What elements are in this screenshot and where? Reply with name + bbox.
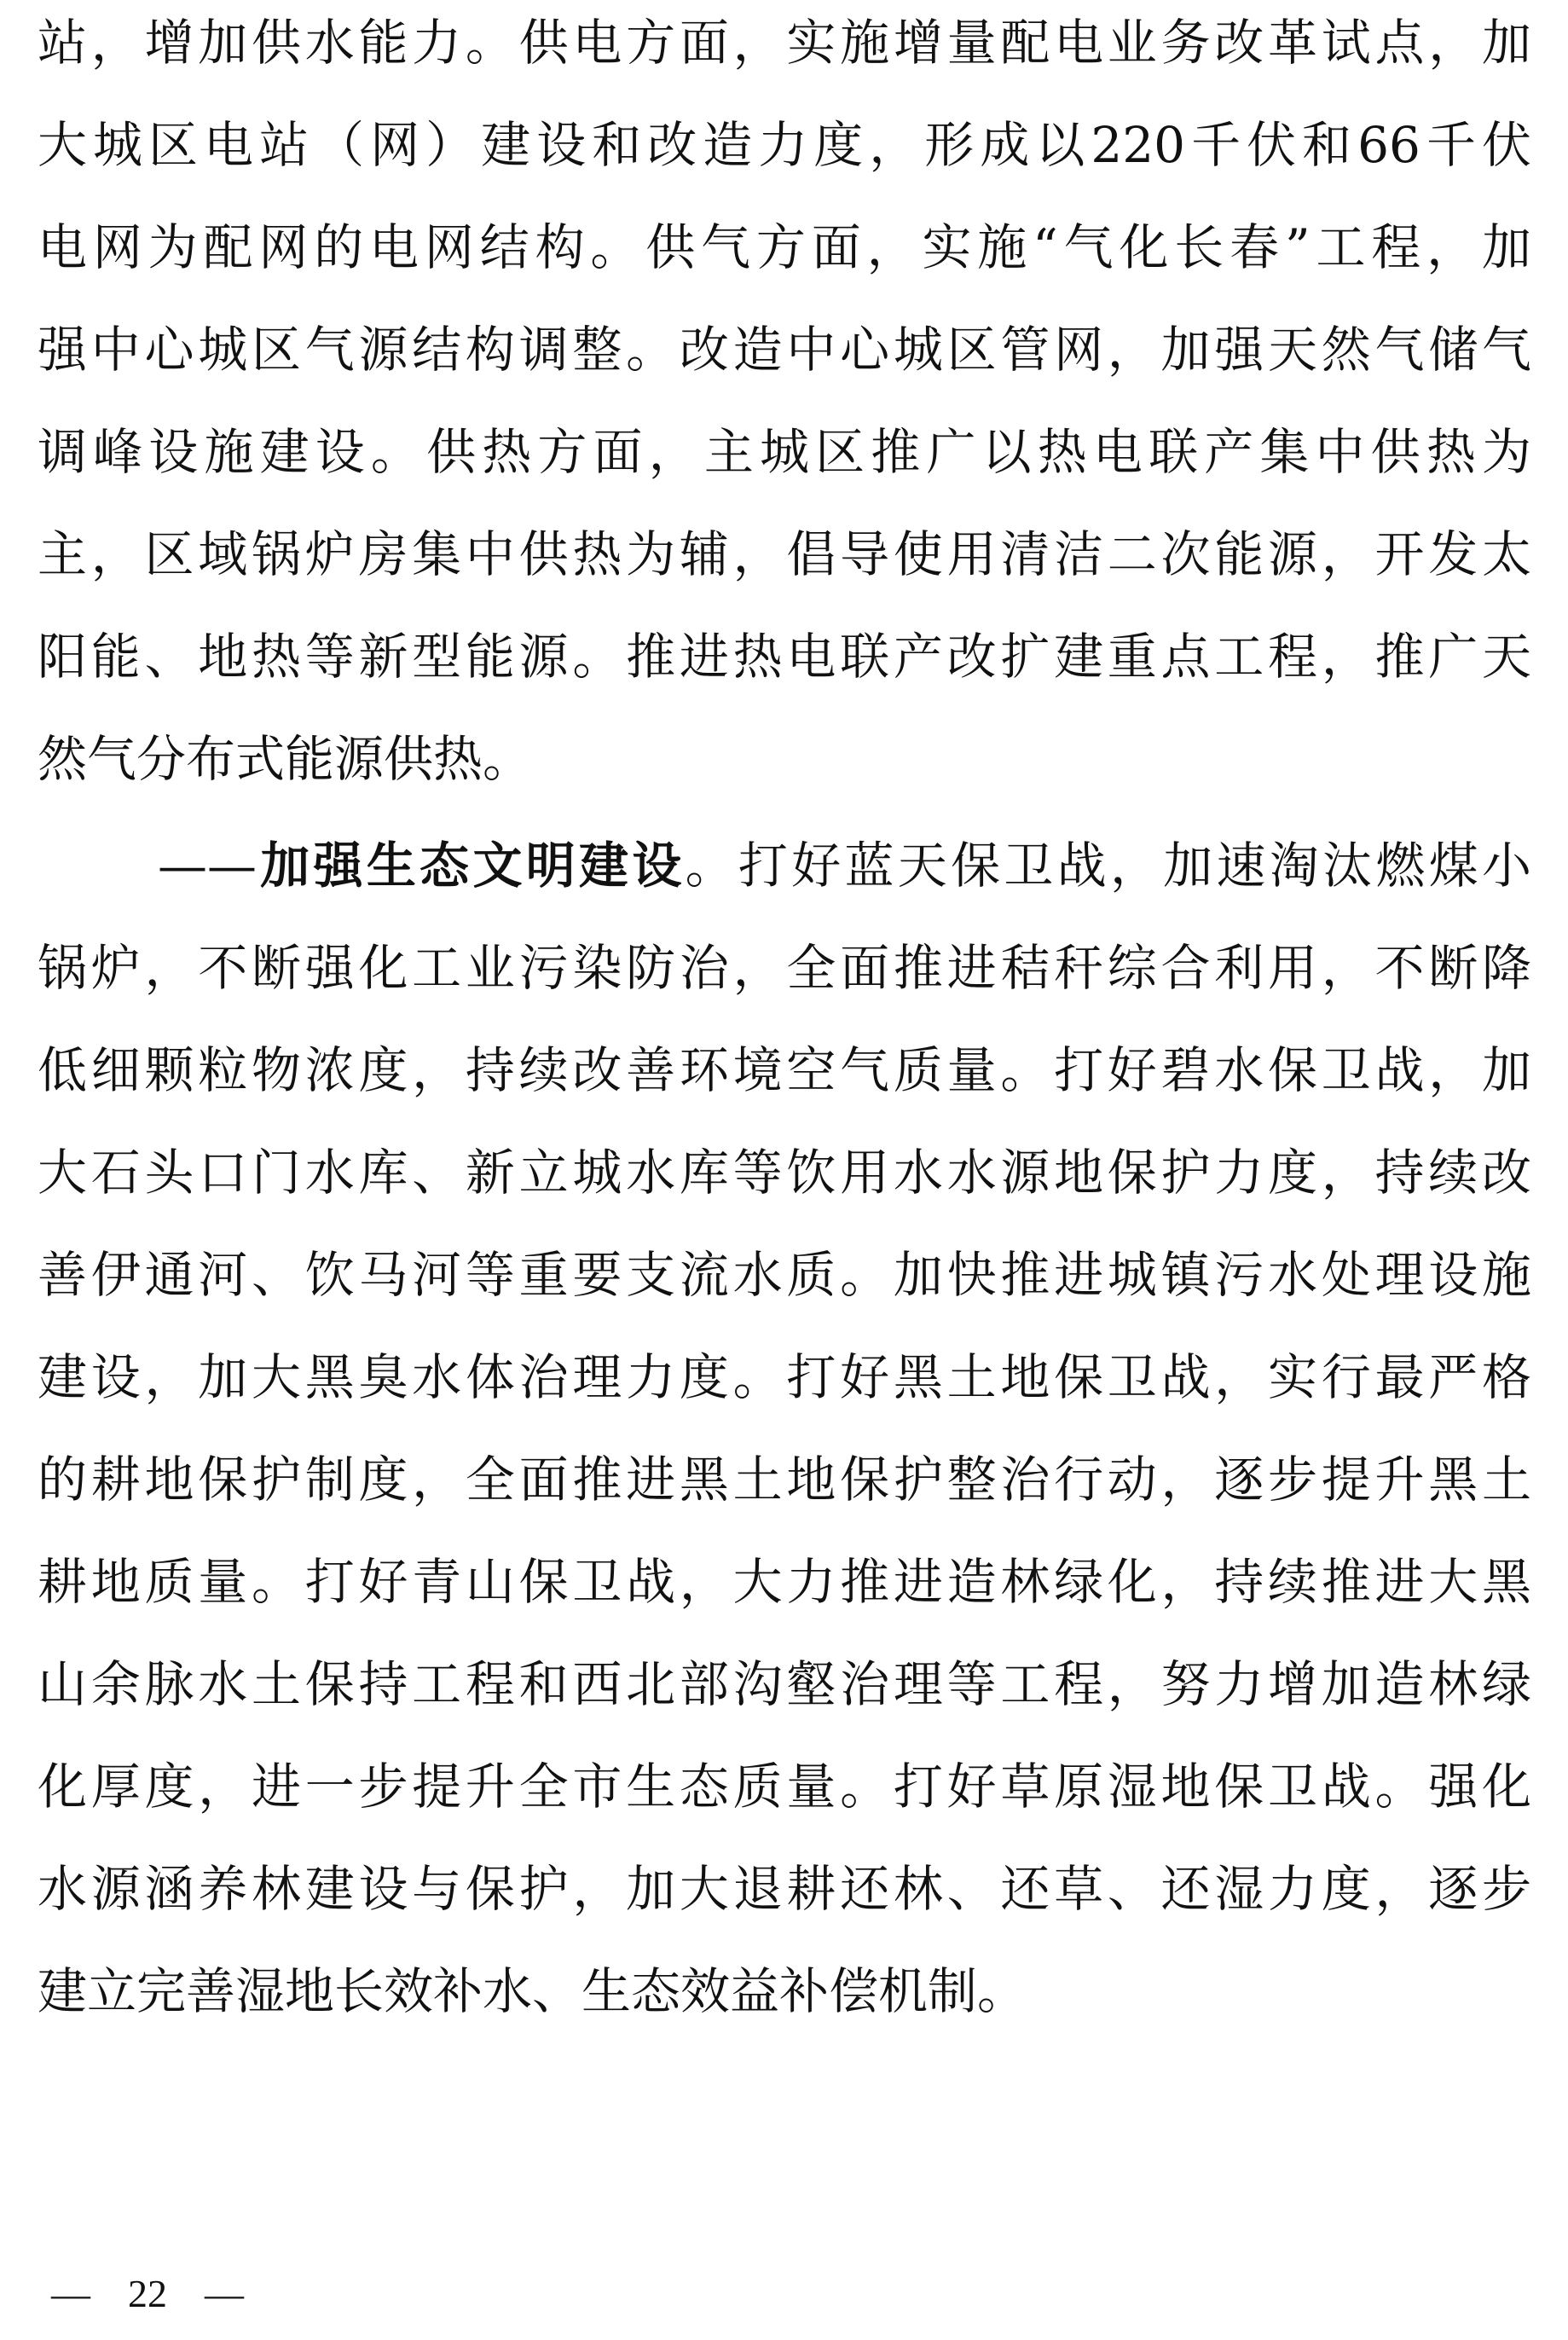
paragraph-line: 锅炉，不断强化工业污染防治，全面推进秸秆综合利用，不断降	[38, 939, 1531, 997]
paragraph-line: 大城区电站（网）建设和改造力度，形成以220千伏和66千伏	[38, 116, 1531, 174]
footer-dash-right: —	[205, 2272, 244, 2315]
paragraph-line: 化厚度，进一步提升全市生态质量。打好草原湿地保卫战。强化	[38, 1758, 1531, 1816]
footer-dash-left: —	[51, 2272, 90, 2315]
paragraph-line: 耕地质量。打好青山保卫战，大力推进造林绿化，持续推进大黑	[38, 1553, 1531, 1611]
paragraph-line: 然气分布式能源供热。	[38, 730, 533, 788]
paragraph-line: 建立完善湿地长效补水、生态效益补偿机制。	[38, 1962, 1027, 2020]
page-number: 22	[128, 2272, 167, 2315]
paragraph-line: 的耕地保护制度，全面推进黑土地保护整治行动，逐步提升黑土	[38, 1451, 1531, 1509]
paragraph-line-rest: 。打好蓝天保卫战，加速淘汰燃煤小	[685, 837, 1531, 895]
paragraph-line: 善伊通河、饮马河等重要支流水质。加快推进城镇污水处理设施	[38, 1246, 1531, 1304]
section-heading: 加强生态文明建设	[257, 837, 686, 895]
paragraph-line: 水源涵养林建设与保护，加大退耕还林、还草、还湿力度，逐步	[38, 1860, 1531, 1918]
paragraph-line: 建设，加大黑臭水体治理力度。打好黑土地保卫战，实行最严格	[38, 1348, 1531, 1406]
paragraph-line: 低细颗粒物浓度，持续改善环境空气质量。打好碧水保卫战，加	[38, 1041, 1531, 1099]
em-dash: ——	[158, 837, 257, 895]
section-heading-line	[158, 831, 1531, 900]
paragraph-line: 大石头口门水库、新立城水库等饮用水水源地保护力度，持续改	[38, 1144, 1531, 1202]
paragraph-line: 调峰设施建设。供热方面，主城区推广以热电联产集中供热为	[38, 423, 1531, 481]
paragraph-line: 电网为配网的电网结构。供气方面，实施“气化长春”工程，加	[38, 218, 1531, 276]
paragraph-line: 强中心城区气源结构调整。改造中心城区管网，加强天然气储气	[38, 321, 1531, 379]
page-footer	[51, 2268, 244, 2320]
paragraph-line: 站，增加供水能力。供电方面，实施增量配电业务改革试点，加	[38, 14, 1531, 72]
paragraph-line: 阳能、地热等新型能源。推进热电联产改扩建重点工程，推广天	[38, 628, 1531, 686]
paragraph-line: 主，区域锅炉房集中供热为辅，倡导使用清洁二次能源，开发太	[38, 525, 1531, 583]
paragraph-line: 山余脉水土保持工程和西北部沟壑治理等工程，努力增加造林绿	[38, 1655, 1531, 1713]
